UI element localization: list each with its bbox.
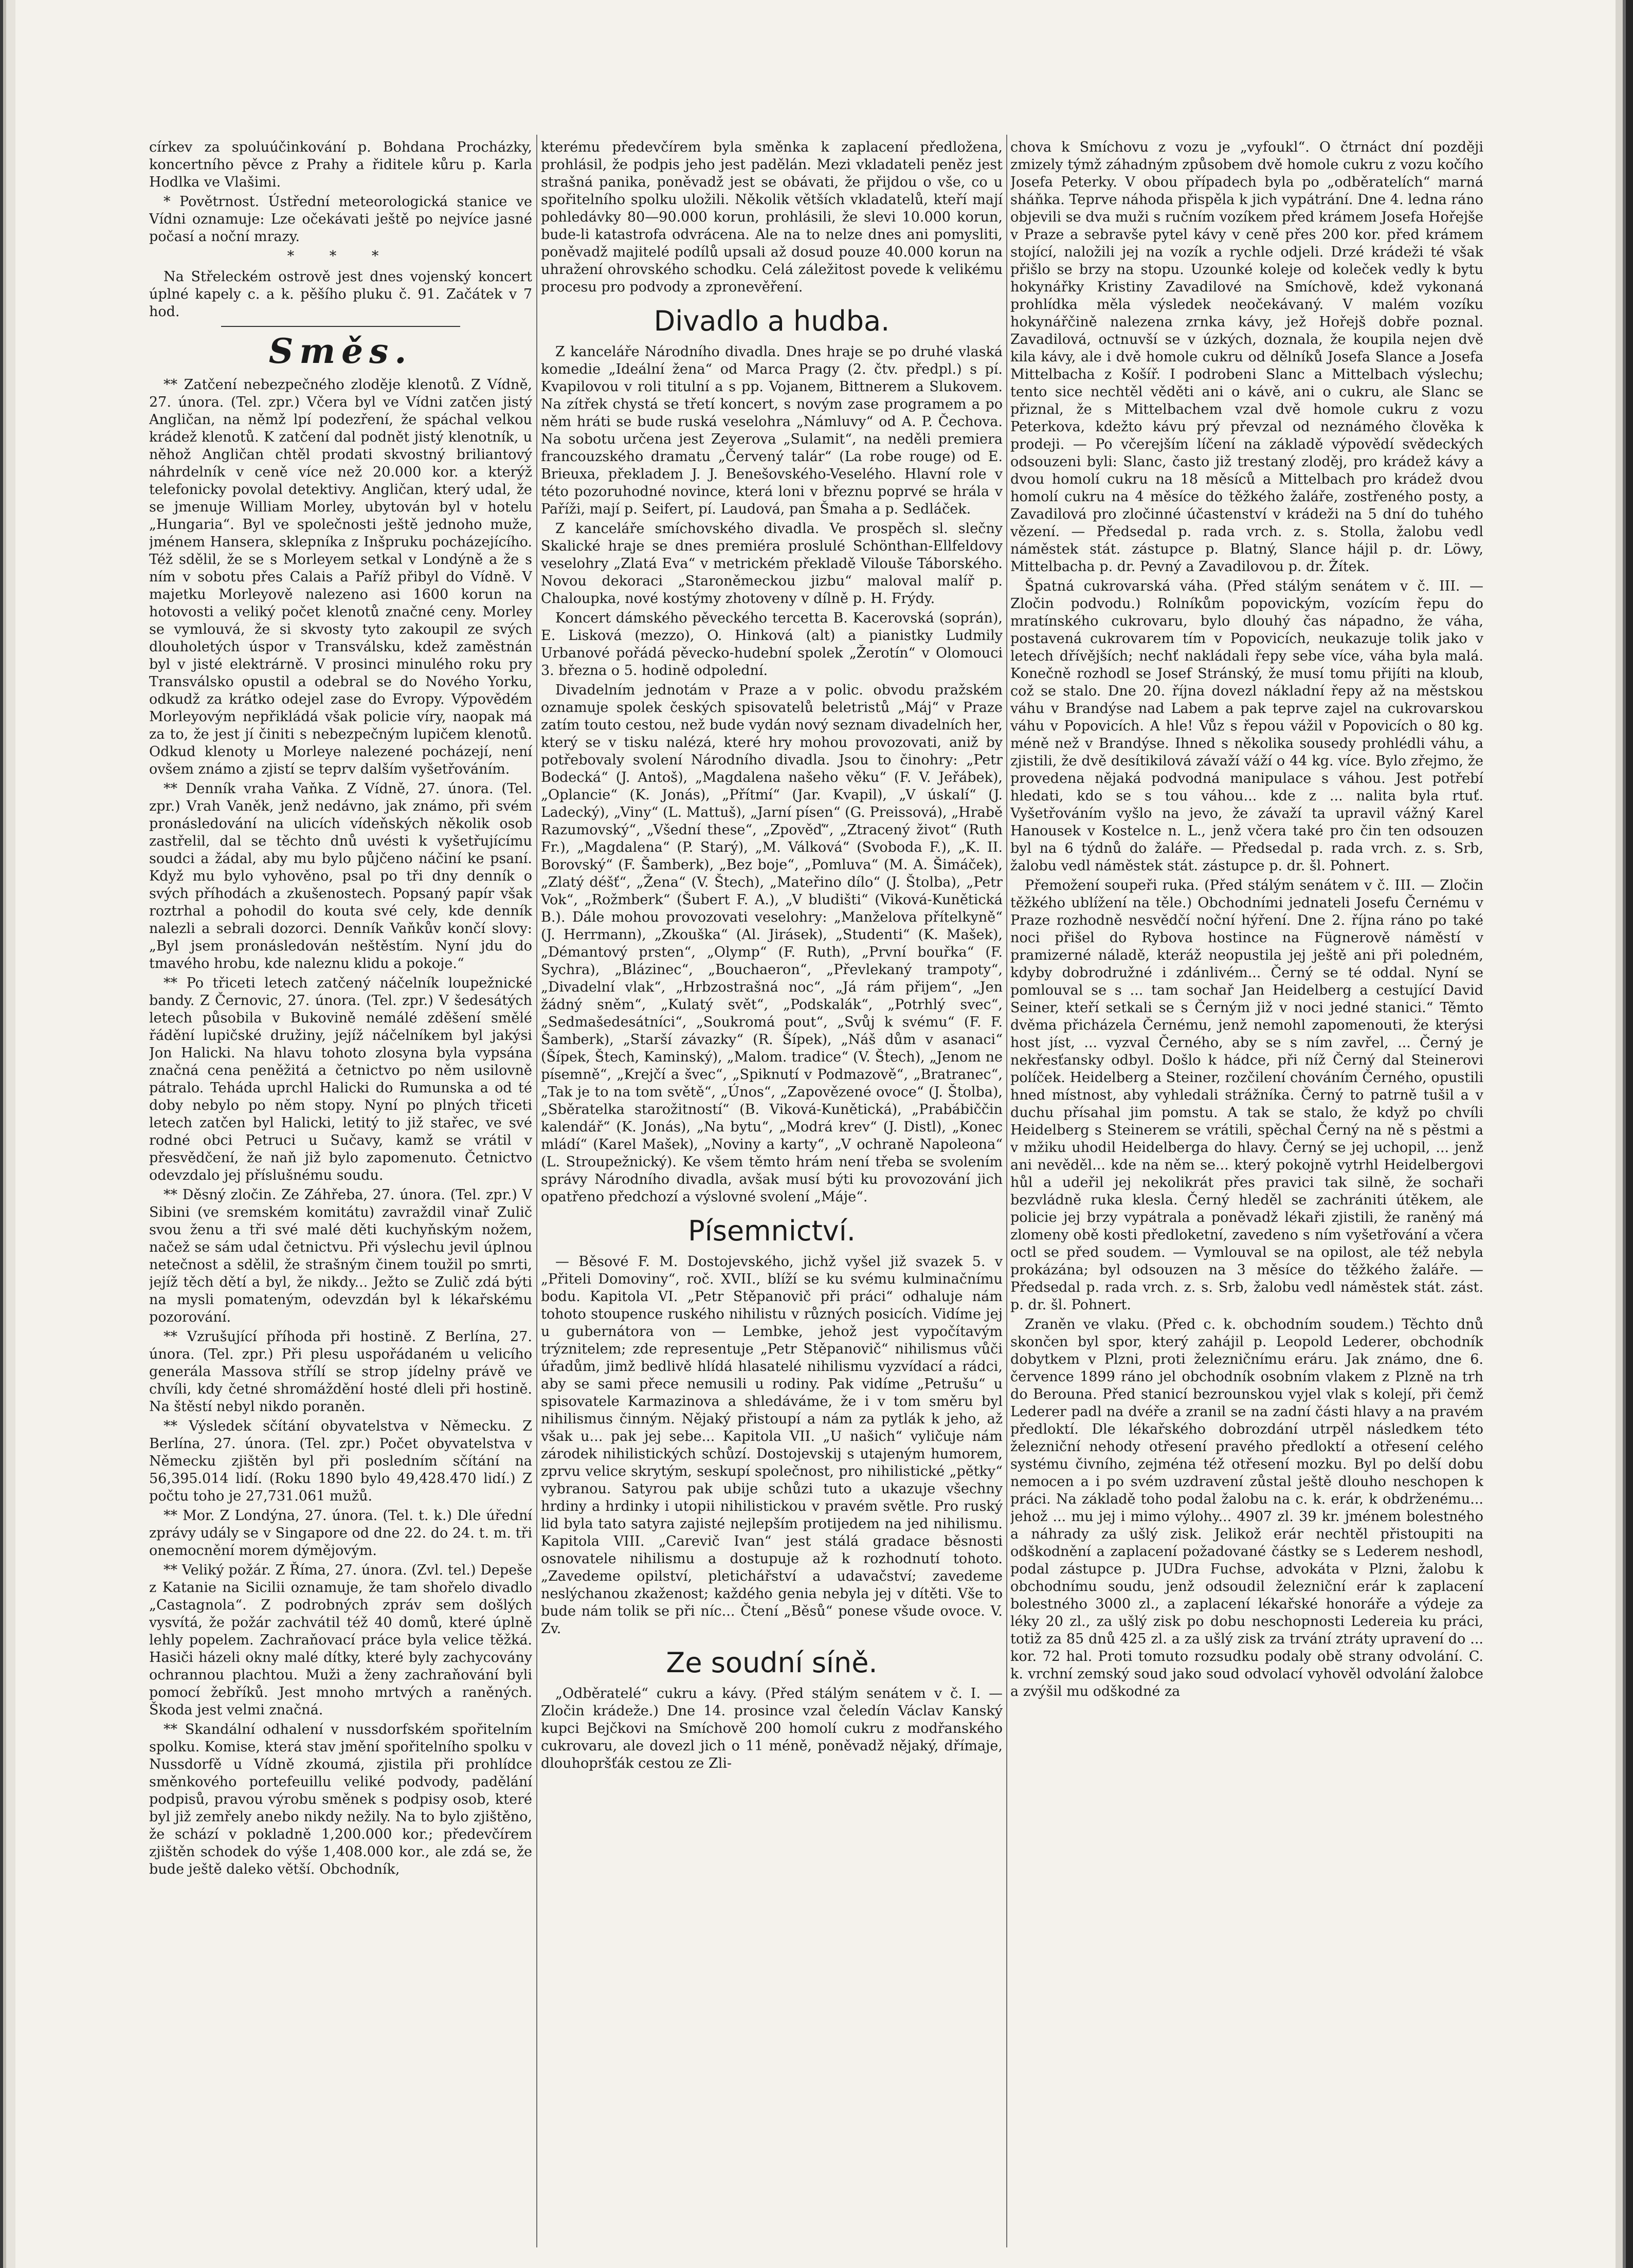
article-theatre-unions: Divadelním jednotám v Praze a v polic. obvodu pražském oznamuje spolek českých spisovatelů beletristů „Máj“ v Praze zatím touto cestou, než bude vydán nový seznam divadelních her, který se v tisku nalézá, které hry mohou provozovati, aniž by potřebovaly svolení Národního divadla. Jsou to činohry: „Petr Bodecká“ (J. Antoš), „Magdalena našeho věku“ (F. V. Jeřábek), „Oplancie“ (K. Jonás), „Přítmí“ (Jar. Kvapil), „V úskalí“ (J. Ladecký), „Viny“ (L. Mattuš), „Jarní písen“ (G. Preissová), „Hrabě Razumovský“, „Všední these“, „Zpověď“, „Ztracený život“ (Ruth Fr.), „Magdalena“ (P. Starý), „M. Válková“ (Svoboda F.), „K. II. Borovský“ (F. Šamberk), „Bez boje“, „Pomluva“ (M. A. Šimáček), „Zlatý déšť“, „Žena“ (V. Štech), „Mateřino dílo“ (J. Štolba), „Petr Vok“, „Rožmberk“ (Šubert F. A.), „V bludišti“ (Viková-Kunětická B.). Dále mohou provozovati veselohry: „Manželova přítelkyně“ (J. Herrmann), „Zkouška“ (Al. Jirásek), „Studenti“ (K. Mašek), „Démantový prsten“, „Olymp“ (F. Ruth), „První bouřka“ (F. Sychra), „Blázinec“, „Bouchaeron“, „Převlekaný trampoty“, „Divadelní vlak“, „Hrbzostrašná noc“, „Já rám přijem“, „Jen žádný sněm“, „Kulatý svět“, „Podskalák“, „Potrhlý svec“, „Sedmašedesátníci“, „Soukromá pout“, „Svůj k svému“ (F. F. Šamberk), „Starší závazky“ (R. Šípek), „Náš dům v asanaci“ (Šípek, Štech, Kaminský), „Malom. tradice“ (V. Štech), „Jenom ne písemně“, „Krejčí a švec“, „Spiknutí v Podmazově“, „Bratranec“, „Tak je to na tom světě“, „Únos“, „Zapovězené ovoce“ (J. Štolba), „Sběratelka starožitností“ (B. Viková-Kunětická), „Prabábiččin kalendář“ (K. Jonás), „Na bytu“, „Modrá krev“ (J. Distl), „Konec mládí“ (Karel Mašek), „Noviny a karty“, „V ochraně Napoleona“ (L. Stroupežnický). Ke všem těmto hrám není třeba se svolením správy Národního divadla, avšak musí býti ku provozování jich opatřeno předchozí a výslovné svolení „Máje“.	[541, 682, 1003, 1205]
column-1	[149, 139, 532, 2252]
article-smichov-theatre: Z kanceláře smíchovského divadla. Ve prospěch sl. slečny Skalické hraje se dnes premiéra proslulé Schönthan-Ellfeldovy veselohry „Zlatá Eva“ v metrickém překladě Vilouše Táborského. Novou dekoraci „Staroněmeckou jizbu“ maloval malíř p. Chaloupka, nové kostýmy zhotoveny v dílně p. H. Frýdy.	[541, 521, 1003, 607]
article-terrible-crime: ** Děsný zločin. Ze Záhřeba, 27. února. (Tel. zpr.) V Sibini (ve sremském komitátu) zavraždil vinař Zulič svou ženu a tři své malé děti kuchyňským nožem, načež se sám udal četnictvu. Při výslechu jevil úplnou netečnost a sdělil, že strašným činem toužil po smrti, jejíž těch dětí a byl, že nikdy... Ježto se Zulič zdá býti na mysli pomateným, odevzdán byl k lékařskému pozorování.	[149, 1187, 532, 1325]
column-2	[541, 139, 1003, 2252]
article-census-germany: ** Výsledek sčítání obyvatelstva v Německu. Z Berlína, 27. února. (Tel. zpr.) Počet obyvatelstva v Německu zjištěn byl při posledním sčítání na 56,395.014 lidí. (Roku 1890 bylo 49,428.470 lidí.) Z počtu toho je 27,731.061 mužů.	[149, 1418, 532, 1504]
article-national-theatre: Z kanceláře Národního divadla. Dnes hraje se po druhé vlaská komedie „Ideální žena“ od Marca Pragy (2. čtv. předpl.) s pí. Kvapilovou v roli titulní a s pp. Vojanem, Bittnerem a Slukovem. Na zítřek chystá se třetí koncert, s novým zase programem a po něm hráti se bude ruská veselohra „Námluvy“ od A. P. Čechova. Na sobotu určena jest Zeyerova „Sulamit“, na neděli premiera francouzského dramatu „Červený talár“ (La robe rouge) od E. Brieuxa, překladem J. J. Benešovského-Veselého. Hlavní role v této pozoruhodné novince, která loni v březnu poprvé se hrála v Paříži, mají p. Seifert, pí. Laudová, pan Šmaha a p. Sedláček.	[541, 344, 1003, 517]
paragraph-island-concert: Na Střeleckém ostrově jest dnes vojenský koncert úplné kapely c. a k. pěšího pluku č. 91. Začátek v 7 hod.	[149, 269, 532, 320]
article-bad-scale: Špatná cukrovarská váha. (Před stálým senátem v č. III. — Zločin podvodu.) Rolníkům popovickým, vozícím řepu do mratínského cukrovaru, bylo dlouhý čas nápadno, že váha, postavená cukrovarem tím v Popovicích, neukazuje tolik jako v letech dřívějších; nechť nakládali řepy sebe více, váha byla malá. Konečně rozhodl se Josef Stránský, že musí tomu přijíti na kloub, což se stalo. Dne 20. října dovezl nákladní řepy až na městskou váhu v Brandýse nad Labem a pak teprve zajel na cukrovarskou váhu v Popovicích. A hle! Vůz s řepou vážil v Popovicích o 80 kg. méně než v Brandýse. Ihned s několika sousedy prohlédli váhu, a zjistili, že dvě desítikilová závaží váží o 44 kg. více. Bylo zřejmo, že provedena nějaká podvodná manipulace s váhou. Jest potřebí hledati, kdo se s tou váhou... kde z ... nalita byla rtuť. Vyšetřováním vyšlo na jevo, že závaží ta upravil vážný Karel Hanousek v Kostelce n. L., jenž včera také pro čin ten odsouzen byl na 6 týdnů do žaláře. — Předsedal p. rada vrch. z. s. Srb, žalobu vedl náměstek stát. zástupce p. dr. šl. Pohnert.	[1010, 578, 1483, 874]
article-broken-arm: Přemožení soupeři ruka. (Před stálým senátem v č. III. — Zločin těžkého ublížení na těle.) Obchodními jednateli Josefu Černému v Praze rozhodně nesvědčí noční hýření. Dne 2. října ráno po také noci přišel do Rybova hostince na Fügnerově náměstí v pramizerné náladě, kteráž neopustila jej ještě ani při poledném, kdyby dobrodružné i zdánlivém... Černý se té oddal. Nyní se pomlouval se s ... tam sochař Jan Heidelberg a cestující David Seiner, kteří setkali se s Černým již v noci jedné stanici.“ Těmto dvěma přicházela Černému, jenž nemohl zapomenouti, že kterýsi host jíst, ... vyzval Černého, aby se s ním zavřel, ... Černý je nekřesťansky odbyl. Došlo k hádce, při níž Černý dal Steinerovi políček. Heidelberg a Steiner, rozčilení chováním Černého, opustili hned místnost, aby vyhledali strážníka. Černý to patrně tušil a v duchu přísahal jim pomstu. A tak se stalo, že když po chvíli Heidelberg s Steinerem se vrátili, spěchal Černý na ně s pěstmi a v mžiku uhodil Heidelberga do hlavy. Černý se jej uchopil, ... jenž ani nevěděl... kde na něm se... který pokojně vytrhl Heidelbergovi hůl a udeřil jej nekolikrát přes pravici tak silně, že sochaři bezvládně ruka klesla. Černý hleděl se zachrániti útěkem, ale policie jej brzy vypátrala a poněvadž lékaři zjistili, že raněný má zlomeny obě kosti předloketní, zavedeno s ním vyšetřování a včera octl se před soudem. — Vymlouval se na opilost, ale též nebyla prokázána; byl odsouzen na 3 měsíce do těžkého žaláře. — Předsedal p. rada vrch. z. s. Srb, žalobu vedl náměstek stát. zást. p. dr. šl. Pohnert.	[1010, 877, 1483, 1313]
article-plague: ** Mor. Z Londýna, 27. února. (Tel. t. k.) Dle úřední zprávy udály se v Singapore od dne 22. do 24. t. m. tři onemocnění morem dýmějovým.	[149, 1508, 532, 1559]
column-rule	[1006, 135, 1007, 2247]
article-sugar-coffee: „Odběratelé“ cukru a kávy. (Před stálým senátem v č. I. — Zločin krádeže.) Dne 14. prosince vzal čeledín Václav Kanský kupci Bejčkovi na Smíchově 200 homolí cukru z modřanského cukrovaru, ale dovezl jich o 11 méně, poněvadž nějaký, dřímaje, dlouhopršťák cestou ze Zli-	[541, 1686, 1003, 1771]
article-ladies-tercet: Koncert dámského pěveckého tercetta B. Kacerovská (soprán), E. Lisková (mezzo), O. Hinková (alt) a pianistky Ludmily Urbanové pořádá pěvecko-hudební spolek „Žerotín“ v Olomouci 3. března o 5. hodině odpolední.	[541, 610, 1003, 679]
section-separator: * * *	[287, 248, 394, 264]
article-nussdorf-continued: kterému předevčírem byla směnka k zaplacení předložena, prohlásil, že podpis jeho jest padělán. Mezi vkladateli peněz jest strašná panika, poněvadž jest se obávati, že přijdou o vše, co u spořitelního spolku uložili. Několik větších vkladatelů, kteří mají pohledávky 80—90.000 korun, prohlásili, že slevi 10.000 korun, bude-li katastrofa odvrácena. Ale na to nelze dnes ani pomysliti, poněvadž majitelé podílů upsali až dosud pouze 40.000 korun na uhražení ohrovského schodku. Celá záležitost povede k velikému procesu pro podvody a zpronevěření.	[541, 139, 1003, 295]
article-dostoevsky: — Běsové F. M. Dostojevského, jichž vyšel již svazek 5. v „Přiteli Domoviny“, roč. XVII., blíží se ku svému kulminačnímu bodu. Kapitola VI. „Petr Stěpanovič při práci“ odhaluje nám tohoto stoupence ruského nihilistu v různých posicích. Vidíme jej u gubernátora von — Lembke, jehož jest vypočítavým trýznitelem; zde representuje „Petr Stěpanovič“ nihilismus vůči úřadům, jimž bedlivě hlídá hlasatelé nihilismu vyzvídací a rádci, aby se sami přece nemusili u rodiny. Pak vidíme „Petrušu“ u spisovatele Karmazinova a shledáváme, že i v tom směru byl nihilismus činným. Nějaký přistoupí a nám za pytlák k jeho, až však u... pak jej sebe... Kapitola VII. „U našich“ vyličuje nám zárodek nihilistických schůzí. Dostojevskij s utajeným humorem, zprvu velice skrytým, seskupí společnost, pro nihilistické „pětky“ vybranou. Satyrou pak ubije schůzi tuto a ukazuje všechny hrdiny a hrdinky i utopii nihilistickou v pravém světle. Pro ruský lid byla tato satyra zajisté nejlepším protijedem na jed nihilismu. Kapitola VIII. „Carevič Ivan“ jest stálá gradace běsnosti osnovatele nihilismu a dostupuje až k rozhodnutí tohoto. „Zavedeme opilství, pletichářství a udavačství; zavedeme neslýchanou zkaženost; každého genia nebyla jej v dítěti. Vše to bude nám tolik se při níc... Čtení „Běsů“ ponese všude ovoce. V. Zv.	[541, 1254, 1003, 1637]
section-heading-literature: Písemnictví.	[688, 1215, 856, 1247]
article-vanek-diary: ** Denník vraha Vaňka. Z Vídně, 27. února. (Tel. zpr.) Vrah Vaněk, jenž nedávno, jak známo, při svém pronásledování na ulicích vídeňských několik osob zastřelil, dal se těchto dnů uvésti k vyšetřujícímu soudci a žádal, aby mu bylo půjčeno náčiní ke psaní. Když mu bylo vyhověno, psal po tři dny denník o svých příhodách a zkušenostech. Popsaný papír však roztrhal a pohodil do kouta své cely, kde denník nalezli a sebrali dozorci. Denník Vaňkův končí slovy: „Byl jsem pronásledován neštěstím. Nyní jdu do tmavého hrobu, kde naleznu klidu a pokoje.“	[149, 781, 532, 972]
column-rule	[536, 135, 537, 2247]
paragraph-concert-notice: církev za spoluúčinkování p. Bohdana Procházky, koncertního pěvce z Prahy a řiditele kůru p. Karla Hodlka ve Vlašimi.	[149, 139, 532, 190]
scan-right-edge	[1616, 0, 1633, 2268]
horizontal-rule	[221, 326, 460, 327]
article-feast-incident: ** Vzrušující příhoda při hostině. Z Berlína, 27. února. (Tel. zpr.) Při plesu uspořádaném u velicího generála Massova střílí se strop jídelny právě ve chvíli, kdy četné shromáždění hosté dleli při hostině. Na štěstí nebyl nikdo poraněn.	[149, 1329, 532, 1415]
article-train-injury: Zraněn ve vlaku. (Před c. k. obchodním soudem.) Těchto dnů skončen byl spor, který zahájil p. Leopold Lederer, obchodník dobytkem v Plzni, proti železničnímu eráru. Jak známo, dne 6. července 1899 ráno jel obchodník osobním vlakem z Plzně na trh do Berouna. Před stanicí bezrounskou vyjel vlak s kolejí, při čemž Lederer padl na dvéře a zranil se na zadní části hlavy a na pravém předloktí. Dle lékařského dobrozdání utrpěl následkem této železniční nehody otřesení pravého předloktí a otřesení celého systému čivního, zejména též otřesení mozku. Byl po delší dobu nemocen a i po svém uzdravení zůstal ještě dlouho neschopen k práci. Na základě toho podal žalobu na c. k. erár, k obdrženému... jehož ... mu jej i mimo výlohy... 4907 zl. 39 kr. jménem bolestného a náhrady za ušlý zisk. Jelikož erár nechtěl přistoupiti na odškodnění a zaplacení požadované částky se s Lederem neshodl, podal zástupce p. JUDra Fuchse, advokáta v Plzni, žalobu k obchodnímu soudu, jenž odsoudil železniční erár k zaplacení bolestného 3000 zl., a zaplacení lékařské honoráře a výdeje za léky 20 zl., za ušlý zisk po dobu neschopnosti Ledereia ku práci, totiž za 85 dnů 425 zl. a za ušlý zisk za trvání ztráty upravení do ... kor. 72 hal. Proti tomuto rozsudku podaly obě strany odvolání. C. k. vrchní zemský soud jako soud odvolací vyhověl odvolání žalobce a zvýšil mu odškodné za	[1010, 1316, 1483, 1699]
article-sugar-coffee-continued: chova k Smíchovu z vozu je „vyfoukl“. O čtrnáct dní později zmizely týmž záhadným způsobem dvě homole cukru z vozu kočího Josefa Peterky. V obou případech byla po „odběratelích“ marná sháňka. Teprve náhoda přispěla k jich vypátrání. Dne 4. ledna ráno objevili se dva muži s ručním vozíkem před krámem Josefa Hořejše v Praze a sebravše pytel kávy v ceně přes 200 kor. před krámem stojící, naložili jej na vozík a rychle odjeli. Drzé krádeži té však přišlo se brzy na stopu. Uzounké koleje od koleček vedly k bytu hokynářky Kristiny Zavadilové na Smíchově, kdež vykonaná prohlídka měla výsledek neočekávaný. V malém vozíku hokynářčině nalezena zrnka kávy, jež Hořejš dobře poznal. Zavadilová, octnuvší se v úzkých, doznala, že koupila nejen dvě kila kávy, ale i dvě homole cukru od dělníků Josefa Slance a Josefa Mittelbacha z Košíř. I podrobeni Slanc a Mittelbach výslechu; tento sice nechtěl věděti ani o kávě, ani o cukru, ale Slanc se přiznal, že s Mittelbachem vzal dvě homole cukru z vozu Peterkova, kdežto kávu prý převzal od neznámého člověka k prodeji. — Po včerejším líčení na základě výpovědí svědeckých odsouzeni byli: Slanc, často již trestaný zloděj, pro krádež kávy a dvou homolí cukru na 18 měsíců a Mittelbach pro krádež dvou homolí cukru na 4 měsíce do těžkého žaláře, zostřeného posty, a Zavadilová pro zločinné účastenství v krádeži na 5 dní do tuhého vězení. — Předsedal p. rada vrch. z. s. Stolla, žalobu vedl náměstek stát. zástupce p. Blatný, Slance hájil p. dr. Löwy, Mittelbacha p. dr. Pevný a Zavadilovou p. dr. Žítek.	[1010, 139, 1483, 575]
article-bandit-chief: ** Po třiceti letech zatčený náčelník loupežnické bandy. Z Černovic, 27. února. (Tel. zpr.) V šedesátých letech působila v Bukovině nemálé zděšení smělé řádění lupičské družiny, jejíž náčelníkem byl jakýsi Jon Halicki. Na hlavu tohoto zlosyna byla vypsána značná cena peněžitá a četnictvo po něm usilovně pátralo. Teháda uprchl Halicki do Rumunska a od té doby nebylo po něm stopy. Nyní po plných třiceti letech zatčen byl Halicki, letitý to již stařec, ve své rodné obci Petruci u Sučavy, kamž se vrátil v přesvědčení, že naň již bylo zapomenuto. Četnictvo odevzdalo jej příslušnému soudu.	[149, 975, 532, 1183]
section-heading-smes: Směs.	[268, 331, 413, 371]
article-nussdorf-scandal: ** Skandální odhalení v nussdorfském spořitelním spolku. Komise, která stav jmění spořitelního spolku v Nussdorfě u Vídně zkoumá, zjistila při prohlídce směnkového portefeuillu veliké podvody, padělání podpisů, pravou výrobu směnek s podpisy osob, které byl již zemřely anebo nikdy nežily. Na to bylo zjištěno, že schází v pokladně 1,200.000 kor.; předevčírem zjištěn schodek do výše 1,408.000 kor., ale zdá se, že bude ještě daleko větší. Obchodník,	[149, 1722, 532, 1877]
scan-left-edge	[0, 0, 15, 2268]
section-heading-court: Ze soudní síně.	[666, 1647, 878, 1679]
article-jewel-thief: ** Zatčení nebezpečného zloděje klenotů. Z Vídně, 27. února. (Tel. zpr.) Včera byl ve Vídni zatčen jistý Angličan, na němž lpí podezření, že spáchal velkou krádež klenotů. K zatčení dal podnět jistý klenotník, u něhož Angličan chtěl prodati skvostný briliantový náhrdelník v ceně více než 20.000 kor. a kterýž telefonicky povolal detektivy. Angličan, který udal, že se jmenuje William Morley, ubytován byl v hotelu „Hungaria“. Byl ve společnosti ještě jednoho muže, jménem Hansera, sklepníka z Inšpruku pocházejícího. Též sdělil, že se s Morleyem setkal v Londýně a že s ním v sobotu přes Calais a Paříž přibyl do Vídně. V majetku Morleyově nalezeno asi 1600 korun na hotovosti a veliký počet klenotů značné ceny. Morley se vymlouvá, že si skvosty tyto zakoupil ze svých dlouholetých úspor v Transválsku, kdež zaměstnán byl v jisté elektrárně. V prosinci minulého roku pry Transválsko opustil a odebral se do Nového Yorku, odkudž za krátko odejel zase do Evropy. Výpovědém Morleyovým nepřikládá však policie víry, naopak má za to, že jest jí činiti s nebezpečným lupičem klenotů. Odkud klenoty u Morleye nalezené pocházejí, není ovšem známo a zjistí se teprv dalším vyšetřováním.	[149, 377, 532, 777]
column-3	[1010, 139, 1483, 2252]
article-fire-rome: ** Veliký požár. Z Říma, 27. února. (Zvl. tel.) Depeše z Katanie na Sicilii oznamuje, že tam shořelo divadlo „Castagnola“. Z podrobných zpráv sem došlých vysvítá, že požár zachvátil též 40 domů, které úplně lehly popelem. Zachraňovací práce byla velice těžká. Hasiči házeli okny malé dítky, které byly zachycovány ochrannou plachtou. Muži a ženy zachraňování byli pomocí žebříků. Jest mnoho mrtvých a raněných. Škoda jest velmi značná.	[149, 1562, 532, 1718]
paragraph-weather: * Povětrnost. Ústřední meteorologická stanice ve Vídni oznamuje: Lze očekávati ještě po nejvíce jasné počasí a noční mrazy.	[149, 194, 532, 245]
section-heading-theatre: Divadlo a hudba.	[654, 305, 890, 337]
